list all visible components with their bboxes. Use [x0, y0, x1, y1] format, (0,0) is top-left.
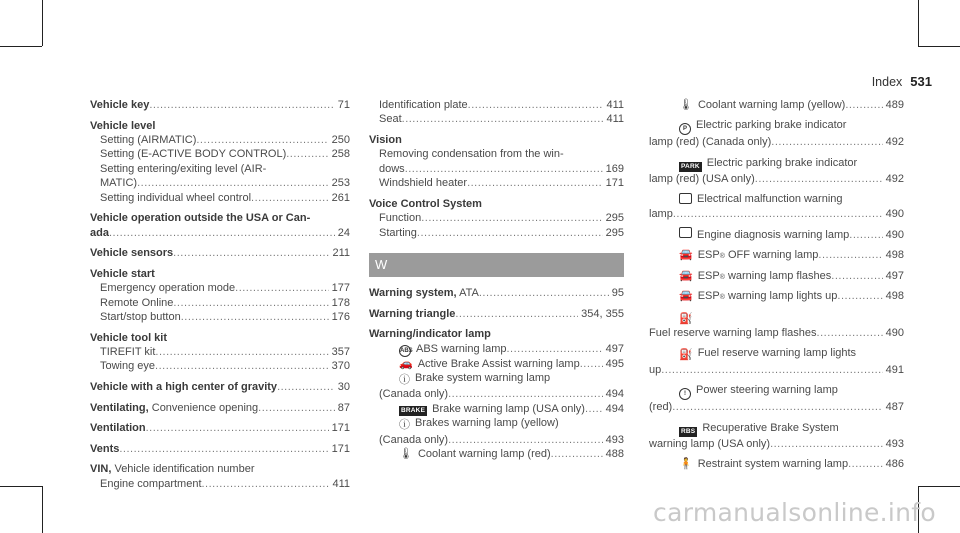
- index-entry-vehicle-sensors: Vehicle sensors ..... 211: [90, 246, 350, 260]
- engine-icon: [679, 227, 692, 238]
- index-entry-recuperative-brake: RBS Recuperative Brake System: [681, 421, 839, 435]
- active-brake-assist-icon: 🚗: [399, 357, 413, 370]
- index-entry-vehicle-tool-kit: Vehicle tool kit TIREFIT kit ..... 357 Towing eye ..... 370: [90, 331, 350, 374]
- parking-brake-icon: P: [679, 123, 691, 135]
- index-entry-vin-continued: Identification plate ..... 411 Seat ..... 411: [369, 98, 624, 127]
- page-header: [872, 74, 932, 89]
- battery-icon: [679, 193, 692, 204]
- index-entry-voice-control: Voice Control System Function ..... 295 Starting ..... 295: [369, 197, 624, 240]
- index-entry-esp-off: 🚘 ESP ® OFF warning lamp ..... 498: [649, 248, 904, 262]
- abs-icon: ABS: [399, 345, 411, 357]
- index-column-2: [369, 98, 624, 468]
- index-entry-esp-flashes: 🚘 ESP ® warning lamp flashes ..... 497: [649, 269, 904, 283]
- index-entry-vehicle-key: Vehicle key ..... 71: [90, 98, 350, 112]
- esp-icon: 🚘: [679, 290, 693, 303]
- index-entry-epb-canada: P Electric parking brake indicator: [649, 118, 904, 135]
- section-name: Index: [871, 75, 903, 89]
- crop-mark: [0, 486, 42, 487]
- fuel-pump-icon: ⛽: [679, 312, 693, 325]
- coolant-icon: 🌡: [399, 448, 413, 461]
- index-entry-fuel-flashes: Fuel reserve warning lamp flashes ..... 490: [649, 326, 904, 340]
- index-entry-warning-indicator-lamp: Warning/indicator lamp ABS ABS warning lamp ..... 497 🚗 Active Brake Assist warning lamp ..... 495 ⓘ Brake system warning lamp (Canada only) ..... 494 BRAKE Brake warning lamp (USA only) ..... 494 ⓘ Brakes warning lamp (yellow) (Canada only) ..... 493 🌡 Coolant warning lamp (red) ..... 488: [369, 327, 624, 461]
- brake-system-icon: ⓘ: [399, 374, 410, 387]
- watermark: carmanualsonline.info: [653, 498, 936, 527]
- section-header-w: W: [369, 253, 624, 277]
- index-entry-coolant-yellow: 🌡 Coolant warning lamp (yellow) ..... 489: [649, 98, 904, 112]
- index-entry-ventilating: Ventilating, Convenience opening ..... 87: [90, 401, 350, 415]
- index-entry-vehicle-level: Vehicle level Setting (AIRMATIC) ..... 250 Setting (E-ACTIVE BODY CONTROL) ..... 258 Setting entering/exiting level (AIR- MATIC) ..... 253 Setting individual wheel control ..... 261: [90, 119, 350, 205]
- crop-mark: [42, 0, 43, 46]
- index-entry-warning-system: Warning system, ATA ..... 95: [369, 286, 624, 300]
- fuel-icon-line: [649, 310, 904, 326]
- index-entry-fuel-lights-up: ⛽ Fuel reserve warning lamp lights: [679, 347, 857, 362]
- index-entry-vin: VIN, Vehicle identification number Engine compartment ..... 411: [90, 462, 350, 491]
- crop-mark: [918, 0, 919, 46]
- crop-mark: [0, 46, 42, 47]
- index-entry-warning-triangle: Warning triangle ..... 354, 355: [369, 307, 624, 321]
- coolant-icon: 🌡: [679, 99, 693, 111]
- index-entry-vents: Vents ..... 171: [90, 442, 350, 456]
- crop-mark: [42, 486, 43, 533]
- index-entry-power-steering: ! Power steering warning lamp: [649, 383, 904, 400]
- brakes-yellow-icon: ⓘ: [399, 419, 410, 432]
- index-entry-engine-diagnosis: Engine diagnosis warning lamp ..... 490: [649, 227, 904, 242]
- brake-warning-icon: BRAKE: [401, 406, 426, 414]
- index-entry-esp-lights-up: 🚘 ESP ® warning lamp lights up ..... 498: [649, 289, 904, 303]
- esp-off-icon: 🚘: [679, 249, 693, 262]
- index-entry-electrical-malfunction: Electrical malfunction warning: [649, 192, 904, 206]
- index-entry-operation-outside: Vehicle operation outside the USA or Can- ada ..... 24: [90, 211, 350, 240]
- rbs-icon: RBS: [681, 427, 696, 435]
- page-number: 531: [910, 74, 932, 89]
- crop-mark: [918, 46, 960, 47]
- index-column-1: [90, 98, 350, 497]
- airbag-icon: 🧍: [679, 458, 693, 471]
- fuel-pump-icon: ⛽: [679, 349, 693, 362]
- index-entry-vehicle-start: Vehicle start Emergency operation mode ..... 177 Remote Online ..... 178 Start/stop button ..... 176: [90, 267, 350, 325]
- index-entry-epb-usa: PARK Electric parking brake indicator: [681, 156, 858, 170]
- index-entry-ventilation: Ventilation ..... 171: [90, 421, 350, 435]
- steering-wheel-icon: !: [679, 388, 691, 400]
- index-column-3: 🌡 Coolant warning lamp (yellow) ..... 489 P Electric parking brake indicator lamp (red) (Canada only) ..... 492 PARK Electric parking brake indicator lamp (red) (USA only) ..... 492 Electrical malfunction warning lamp ..... 490 Engine diagnosis warning lamp ..... 490 🚘 ESP ® OFF warning lamp ..... 498 🚘 ESP ® warning lamp flashes ..... 497 🚘 ESP ® warning lamp lights up ..... 498 ⛽ Fuel reserve warning lamp flashes ..... 490 ⛽ Fuel reserve warning lamp lights up ..... 491 ! Power steering warning lamp (red) ..... 487 RBS Recuperative Brake System warning lamp (USA only) ..... 493 🧍 Restraint system warning lamp ..... 486: [649, 98, 904, 472]
- index-entry-vision: Vision Removing condensation from the win- dows ..... 169 Windshield heater ..... 171: [369, 133, 624, 191]
- index-entry-high-center-gravity: Vehicle with a high center of gravity ..... 30: [90, 380, 350, 394]
- esp-icon: 🚘: [679, 269, 693, 282]
- crop-mark: [918, 486, 960, 487]
- park-icon: PARK: [681, 162, 700, 170]
- index-entry-restraint-system: 🧍 Restraint system warning lamp ..... 486: [649, 457, 904, 471]
